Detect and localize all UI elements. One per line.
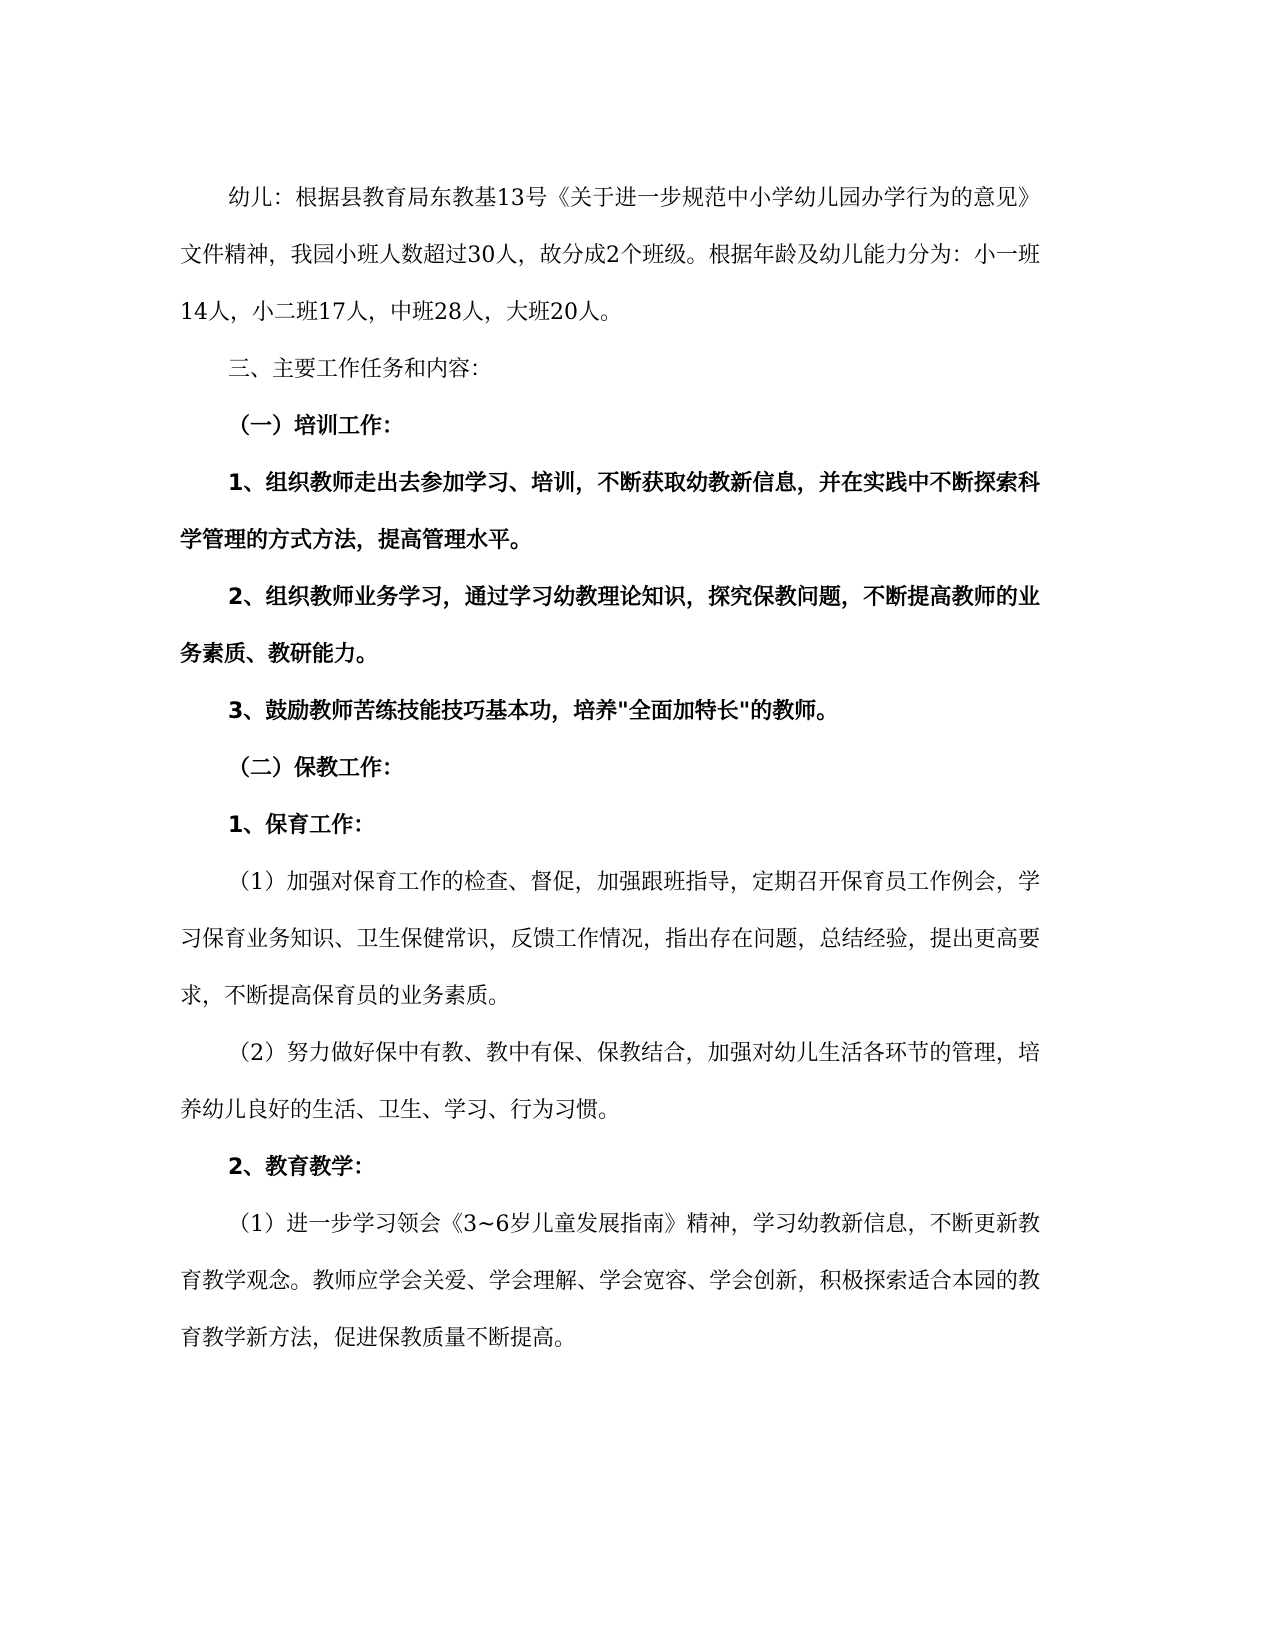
- training-item-2: 2、组织教师业务学习，通过学习幼教理论知识，探究保教问题，不断提高教师的业务素质、教研能力。: [180, 585, 1040, 667]
- education-item-1: （1）进一步学习领会《3~6岁儿童发展指南》精神，学习幼教新信息，不断更新教育教学观念。教师应学会关爱、学会理解、学会宽容、学会创新，积极探索适合本园的教育教学新方法，促进保教质量不断提高。: [180, 1212, 1040, 1351]
- care-item-1: （1）加强对保育工作的检查、督促，加强跟班指导，定期召开保育员工作例会，学习保育业务知识、卫生保健常识，反馈工作情况，指出存在问题，总结经验，提出更高要求，不断提高保育员的业务素质。: [180, 870, 1040, 1009]
- subsection-heading-training: （一）培训工作：: [228, 414, 405, 439]
- heading-education-teaching: 2、教育教学：: [228, 1155, 376, 1180]
- document-body: [180, 170, 1040, 1367]
- subsection-heading-care-education: （二）保教工作：: [228, 756, 405, 781]
- heading-care-work: 1、保育工作：: [228, 813, 376, 838]
- paragraph-class-arrangement: 幼儿：根据县教育局东教基13号《关于进一步规范中小学幼儿园办学行为的意见》文件精神，我园小班人数超过30人，故分成2个班级。根据年龄及幼儿能力分为：小一班14人，小二班17人，中班28人，大班20人。: [180, 186, 1040, 325]
- training-item-3: 3、鼓励教师苦练技能技巧基本功，培养"全面加特长"的教师。: [228, 699, 839, 724]
- training-item-1: 1、组织教师走出去参加学习、培训，不断获取幼教新信息，并在实践中不断探索科学管理的方式方法，提高管理水平。: [180, 471, 1040, 553]
- section-heading-main-tasks: 三、主要工作任务和内容：: [228, 357, 493, 382]
- care-item-2: （2）努力做好保中有教、教中有保、保教结合，加强对幼儿生活各环节的管理，培养幼儿良好的生活、卫生、学习、行为习惯。: [180, 1041, 1040, 1123]
